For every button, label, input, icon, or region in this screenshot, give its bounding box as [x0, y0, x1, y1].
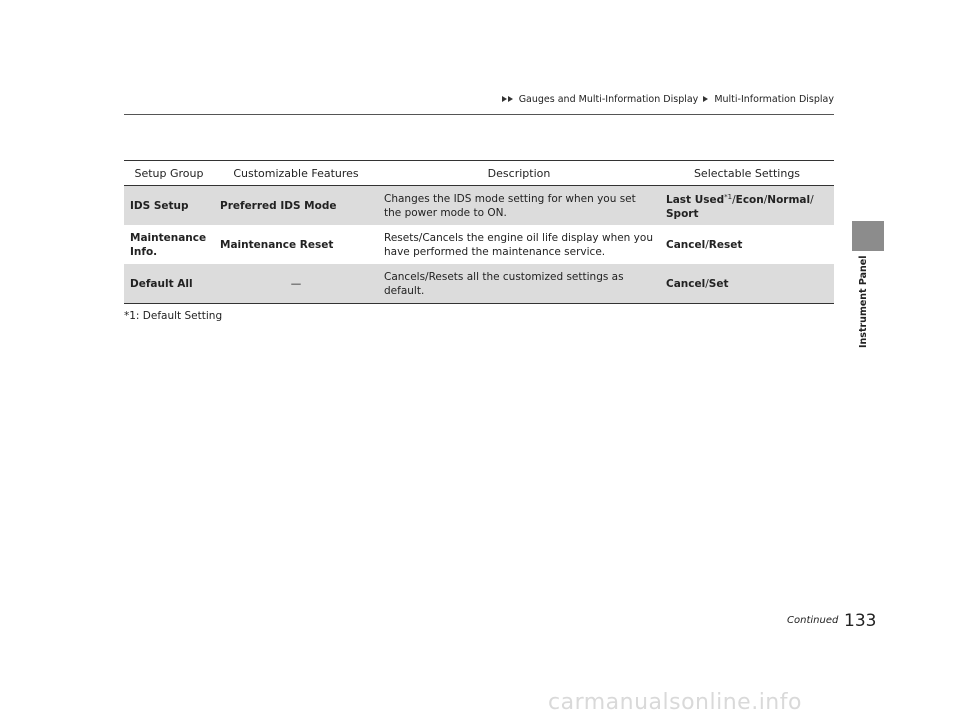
breadcrumb-arrow-icon — [502, 96, 507, 102]
header-description: Description — [378, 161, 660, 186]
cell-feature: Maintenance Reset — [220, 238, 334, 251]
cell-description: Resets/Cancels the engine oil life display when you have performed the maintenance service. — [384, 231, 653, 258]
section-tab — [852, 221, 884, 251]
cell-settings: Cancel/Reset — [666, 238, 743, 251]
breadcrumb-arrow-icon — [703, 96, 708, 102]
header-setup-group: Setup Group — [124, 161, 214, 186]
footnote: *1: Default Setting — [124, 310, 223, 322]
section-label: Instrument Panel — [858, 255, 869, 348]
cell-description: Changes the IDS mode setting for when you set the power mode to ON. — [378, 186, 660, 226]
watermark: carmanualsonline.info — [548, 690, 802, 715]
settings-table — [124, 160, 834, 304]
continued-label: Continued — [787, 615, 839, 626]
header-rule — [124, 114, 834, 115]
table-header-row — [124, 161, 834, 186]
table-row — [124, 186, 834, 226]
header-customizable-features: Customizable Features — [214, 161, 378, 186]
page-number: 133 — [844, 611, 877, 631]
cell-group: Maintenance Info. — [130, 231, 207, 258]
cell-feature: — — [214, 264, 378, 304]
table-row — [124, 264, 834, 304]
breadcrumb — [502, 94, 834, 105]
breadcrumb-arrow-icon — [508, 96, 513, 102]
cell-settings: Cancel/Set — [660, 264, 834, 304]
cell-group: Default All — [124, 264, 214, 304]
header-selectable-settings: Selectable Settings — [660, 161, 834, 186]
cell-description: Cancels/Resets all the customized settings as default. — [378, 264, 660, 304]
cell-feature: Preferred IDS Mode — [214, 186, 378, 226]
breadcrumb-item-gauges[interactable]: Gauges and Multi-Information Display — [518, 94, 699, 105]
default-footnote-mark: *1 — [724, 193, 733, 201]
cell-group: IDS Setup — [124, 186, 214, 226]
breadcrumb-item-mid[interactable]: Multi-Information Display — [714, 94, 834, 105]
cell-settings: Last Used$^{*1}$/Econ/Normal/ Sport — [660, 186, 834, 226]
table-row — [124, 225, 834, 264]
